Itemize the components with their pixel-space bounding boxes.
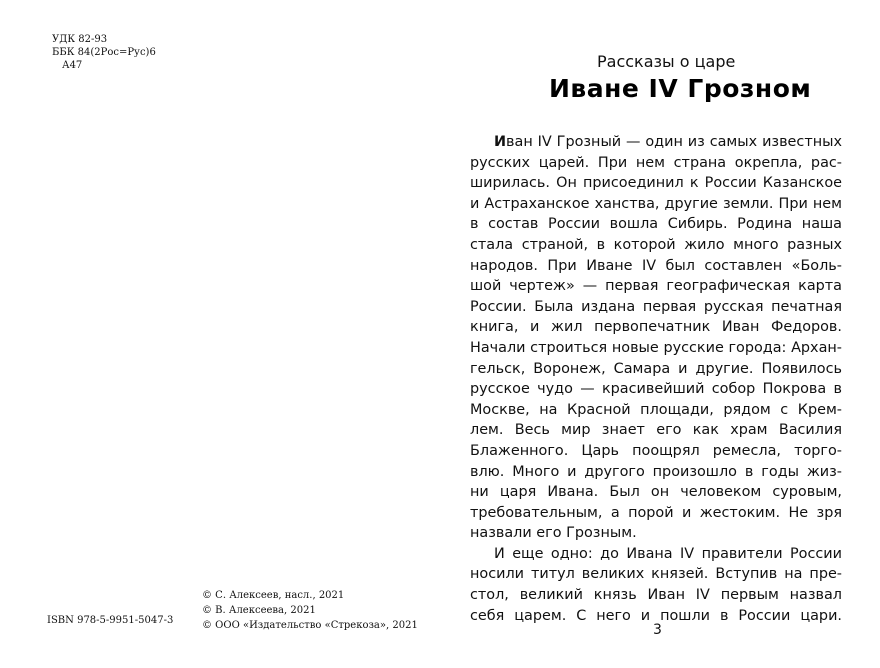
text-line-rest: ван IV Грозный — один из самых известных xyxy=(506,134,842,150)
page-subtitle: Рассказы о царе xyxy=(597,52,736,71)
copyright-line: © ООО «Издательство «Стрекоза», 2021 xyxy=(202,620,418,631)
text-line: России. Была издана первая русская печатная xyxy=(470,298,842,315)
text-line: гельск, Воронеж, Самара и другие. Появилось xyxy=(470,360,842,377)
text-line: шой чертеж» — первая географическая карта xyxy=(470,278,842,295)
text-line: ширилась. Он присоединил к России Казанское xyxy=(470,175,842,192)
text-line: И еще одно: до Ивана IV правители России xyxy=(494,545,842,562)
text-line: стала страной, в которой жило много разных xyxy=(470,236,842,253)
text-line: назвали его Грозным. xyxy=(470,525,637,542)
copyright-line: © В. Алексеева, 2021 xyxy=(202,605,316,616)
text-line: Начали строиться новые русские города: Архан- xyxy=(470,339,842,356)
text-line: требовательным, а порой и жестоким. Не зря xyxy=(470,504,842,521)
page-number: 3 xyxy=(653,622,662,638)
drop-cap: И xyxy=(494,134,507,150)
text-line xyxy=(470,132,842,153)
text-line: в состав России вошла Сибирь. Родина наша xyxy=(470,216,842,233)
text-line: себя царем. С него и пошли в России цари. xyxy=(470,607,842,624)
text-line: влю. Много и другого произошло в годы жиз- xyxy=(470,463,842,480)
author-mark: А47 xyxy=(62,60,83,71)
text-line: ни царя Ивана. Был он человеком суровым, xyxy=(470,484,842,501)
isbn: ISBN 978-5-9951-5047-3 xyxy=(47,615,174,626)
copyright-notices xyxy=(202,588,418,633)
text-line: народов. При Иване IV был составлен «Боль- xyxy=(470,257,842,274)
text-line: стол, великий князь Иван IV первым назвал xyxy=(470,587,842,604)
body-text xyxy=(470,132,842,626)
text-line: русское чудо — красивейший собор Покрова в xyxy=(470,381,842,398)
text-line: лем. Весь мир знает его как храм Василия xyxy=(470,422,842,439)
text-line: русских царей. При нем страна окрепла, рас- xyxy=(470,154,842,171)
text-line: Москве, на Красной площади, рядом с Крем- xyxy=(470,401,842,418)
text-line: носили титул великих князей. Вступив на пре- xyxy=(470,566,842,583)
udk-code: УДК 82-93 xyxy=(52,34,108,45)
text-line: книга, и жил первопечатник Иван Федоров. xyxy=(470,319,842,336)
page-title: Иване IV Грозном xyxy=(549,74,812,103)
text-line: Блаженного. Царь поощрял ремесла, торго- xyxy=(470,442,842,459)
text-line: и Астраханское ханства, другие земли. При нем xyxy=(470,195,842,212)
bbk-code: ББК 84(2Рос=Рус)6 xyxy=(52,47,156,58)
copyright-line: © С. Алексеев, насл., 2021 xyxy=(202,590,345,601)
classification-codes xyxy=(52,33,156,72)
